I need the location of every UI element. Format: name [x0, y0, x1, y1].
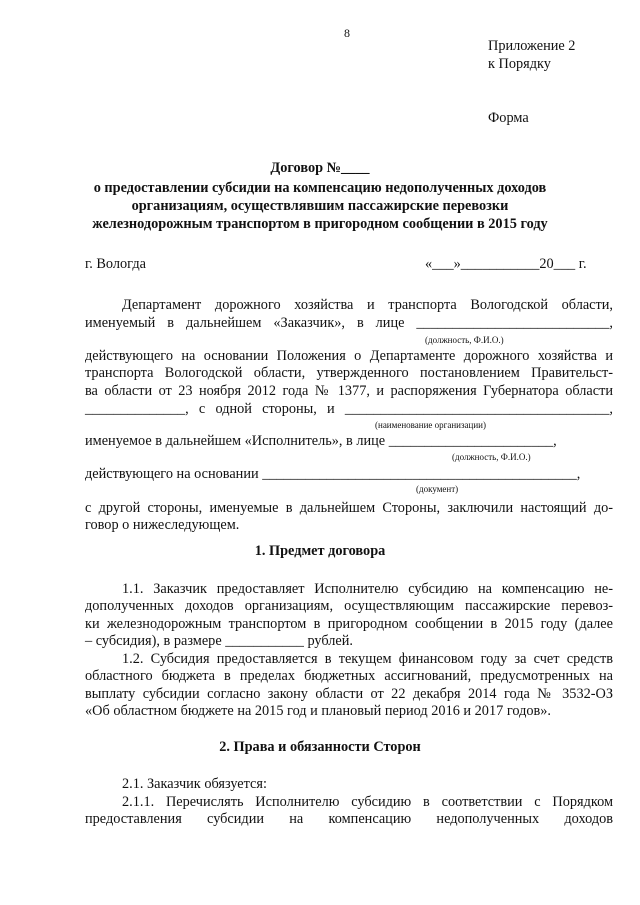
preamble-line: именуемый в дальнейшем «Заказчик», в лице ___________________________, [85, 315, 613, 331]
paragraph-line: 1.1. Заказчик предоставляет Исполнителю субсидию на компенсацию не- [122, 581, 613, 597]
contract-subtitle-line: железнодорожным транспортом в пригородном сообщении в 2015 году [92, 216, 548, 232]
section-heading: 1. Предмет договора [254, 543, 386, 559]
paragraph-line: «Об областном бюджете на 2015 год и плановый период 2016 и 2017 годов». [85, 703, 551, 719]
paragraph-line: ки железнодорожным транспортом в пригородном сообщении в 2015 году (далее [85, 616, 613, 632]
contract-subtitle-line: организациям, осуществлявшим пассажирские перевозки [131, 198, 509, 214]
paragraph-line: 2.1.1. Перечислять Исполнителю субсидию в соответствии с Порядком [122, 794, 613, 810]
preamble-line: именуемое в дальнейшем «Исполнитель», в лице _______________________, [85, 433, 557, 449]
appendix-label: Приложение 2 [488, 38, 576, 54]
contract-date: «___»___________20___ г. [425, 256, 587, 272]
field-hint: (должность, Ф.И.О.) [452, 452, 531, 462]
field-hint: (наименование организации) [375, 420, 486, 430]
field-hint: (должность, Ф.И.О.) [425, 335, 504, 345]
paragraph-line: 2.1. Заказчик обязуется: [122, 776, 267, 792]
preamble-line: транспорта Вологодской области, утвержденного постановлением Правительст- [85, 365, 613, 381]
page-number: 8 [344, 26, 350, 40]
paragraph-line: выплату субсидии согласно закону области от 22 декабря 2014 года № 3532-ОЗ [85, 686, 613, 702]
paragraph-line: дополученных доходов организациям, осуществляющим пассажирские перевоз- [85, 598, 613, 614]
preamble-line: ______________, с одной стороны, и _____________________________________, [85, 401, 613, 417]
form-label: Форма [488, 110, 529, 126]
contract-subtitle-line: о предоставлении субсидии на компенсацию недополученных доходов [93, 180, 547, 196]
preamble-line: Департамент дорожного хозяйства и транспорта Вологодской области, [122, 297, 613, 313]
paragraph-line: 1.2. Субсидия предоставляется в текущем финансовом году за счет средств [122, 651, 613, 667]
appendix-reference: к Порядку [488, 56, 551, 72]
preamble-line: действующего на основании Положения о Департаменте дорожного хозяйства и [85, 348, 613, 364]
section-heading: 2. Права и обязанности Сторон [219, 739, 421, 755]
paragraph-line: – субсидия), в размере ___________ рублей. [85, 633, 353, 649]
preamble-line: говор о нижеследующем. [85, 517, 240, 533]
paragraph-line: областного бюджета в пределах бюджетных ассигнований, предусмотренных на [85, 668, 613, 684]
paragraph-line: предоставления субсидии на компенсацию недополученных доходов [85, 811, 613, 827]
contract-title: Договор №____ [270, 160, 370, 176]
preamble-line: с другой стороны, именуемые в дальнейшем Стороны, заключили настоящий до- [85, 500, 613, 516]
preamble-line: ва области от 23 ноября 2012 года № 1377, и распоряжения Губернатора области [85, 383, 613, 399]
preamble-line: действующего на основании ____________________________________________, [85, 466, 581, 482]
city: г. Вологда [85, 256, 146, 272]
field-hint: (документ) [416, 484, 459, 494]
